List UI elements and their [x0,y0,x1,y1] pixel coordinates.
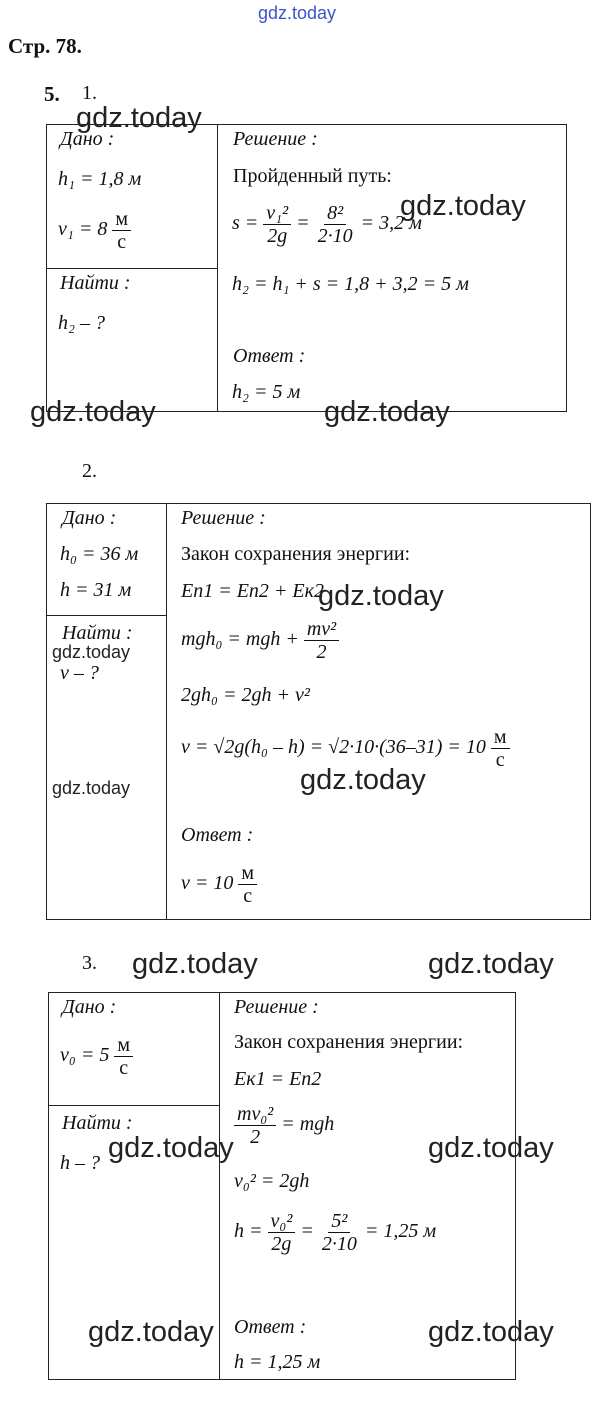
watermark-8: gdz.today [52,778,131,798]
problem2-answer: v = 10 $\frac{м}{с}$ [181,862,257,907]
problem2-given-separator [46,615,167,616]
watermark-12: gdz.today [428,1132,554,1164]
problem1-given-v1: v₁ = 8 $\frac{м}{с}$ [58,208,131,253]
problem3-solution-label: Решение : [234,996,319,1018]
problem3-given-label: Дано : [62,996,117,1018]
problem3-given-separator [48,1105,220,1106]
problem2-number: 2. [82,460,97,482]
watermark-2: gdz.today [400,190,526,222]
watermark-11: gdz.today [108,1132,234,1164]
watermark-13: gdz.today [88,1316,214,1348]
problem1-find-label: Найти : [60,272,131,294]
problem3-eq3: v₀² = 2gh [234,1170,310,1192]
page-header: Стр. 78. [8,34,82,58]
problem1-given-h1: h₁ = 1,8 м [58,168,142,190]
problem2-divider [166,503,167,919]
problem3-given-v0: v₀ = 5 $\frac{м}{с}$ [60,1034,133,1079]
problem2-eq3: 2gh₀ = 2gh + v² [181,684,310,706]
problem1-number: 1. [82,82,97,104]
problem2-eq1: Eп1 = Eп2 + Eк2 [181,580,324,602]
watermark-4: gdz.today [324,396,450,428]
problem3-number: 3. [82,952,97,974]
watermark-3: gdz.today [30,396,156,428]
problem2-given-h: h = 31 м [60,579,132,601]
watermark-6: gdz.today [52,642,131,662]
problem2-eq4: v = √2g(h₀ – h) = √2·10·(36–31) = 10 $\frac{м}{с}$ [181,726,510,771]
exercise-number: 5. [44,82,60,106]
problem3-law-title: Закон сохранения энергии: [234,1031,464,1053]
problem2-find-label: Найти : [62,622,133,644]
problem3-eq4: h = $\frac{\text{v₀²}}{2g}$ = $\frac{\text{5²}}{2\cdot 10}$ = 1,25 м [234,1210,437,1255]
problem2-answer-label: Ответ : [181,824,254,846]
problem1-given-label: Дано : [60,128,115,150]
problem3-find: h – ? [60,1152,100,1174]
problem3-answer: h = 1,25 м [234,1351,321,1373]
problem2-given-label: Дано : [62,507,117,529]
problem1-eq-s: s = $\frac{\text{v₁²}}{2g}$ = $\frac{\text{8²}}{2\cdot 10}$ = 3,2 м [232,202,422,247]
watermark-14: gdz.today [428,1316,554,1348]
watermark-10: gdz.today [428,948,554,980]
watermark-7: gdz.today [300,764,426,796]
problem2-eq2: mgh₀ = mgh + $\frac{\text{mv²}}{2}$ [181,618,339,663]
problem1-solution-label: Решение : [233,128,318,150]
problem3-find-label: Найти : [62,1112,133,1134]
problem3-divider [219,992,220,1379]
problem2-find: v – ? [60,662,99,684]
problem2-solution-label: Решение : [181,507,266,529]
problem3-eq1: Eк1 = Eп2 [234,1068,322,1090]
problem1-find: h₂ – ? [58,312,105,334]
problem2-given-h0: h₀ = 36 м [60,543,139,565]
problem1-given-separator [46,268,218,269]
problem1-path-title: Пройденный путь: [233,165,392,187]
problem1-answer: h₂ = 5 м [232,381,301,403]
problem2-law-title: Закон сохранения энергии: [181,543,411,565]
watermark-top: gdz.today [258,3,337,23]
watermark-9: gdz.today [132,948,258,980]
problem1-eq-h2: h₂ = h₁ + s = 1,8 + 3,2 = 5 м [232,273,469,295]
problem1-answer-label: Ответ : [233,345,306,367]
problem3-eq2: $\frac{\text{mv₀²}}{2}$ = mgh [234,1103,334,1148]
problem3-answer-label: Ответ : [234,1316,307,1338]
watermark-1: gdz.today [76,102,202,134]
watermark-5: gdz.today [318,580,444,612]
